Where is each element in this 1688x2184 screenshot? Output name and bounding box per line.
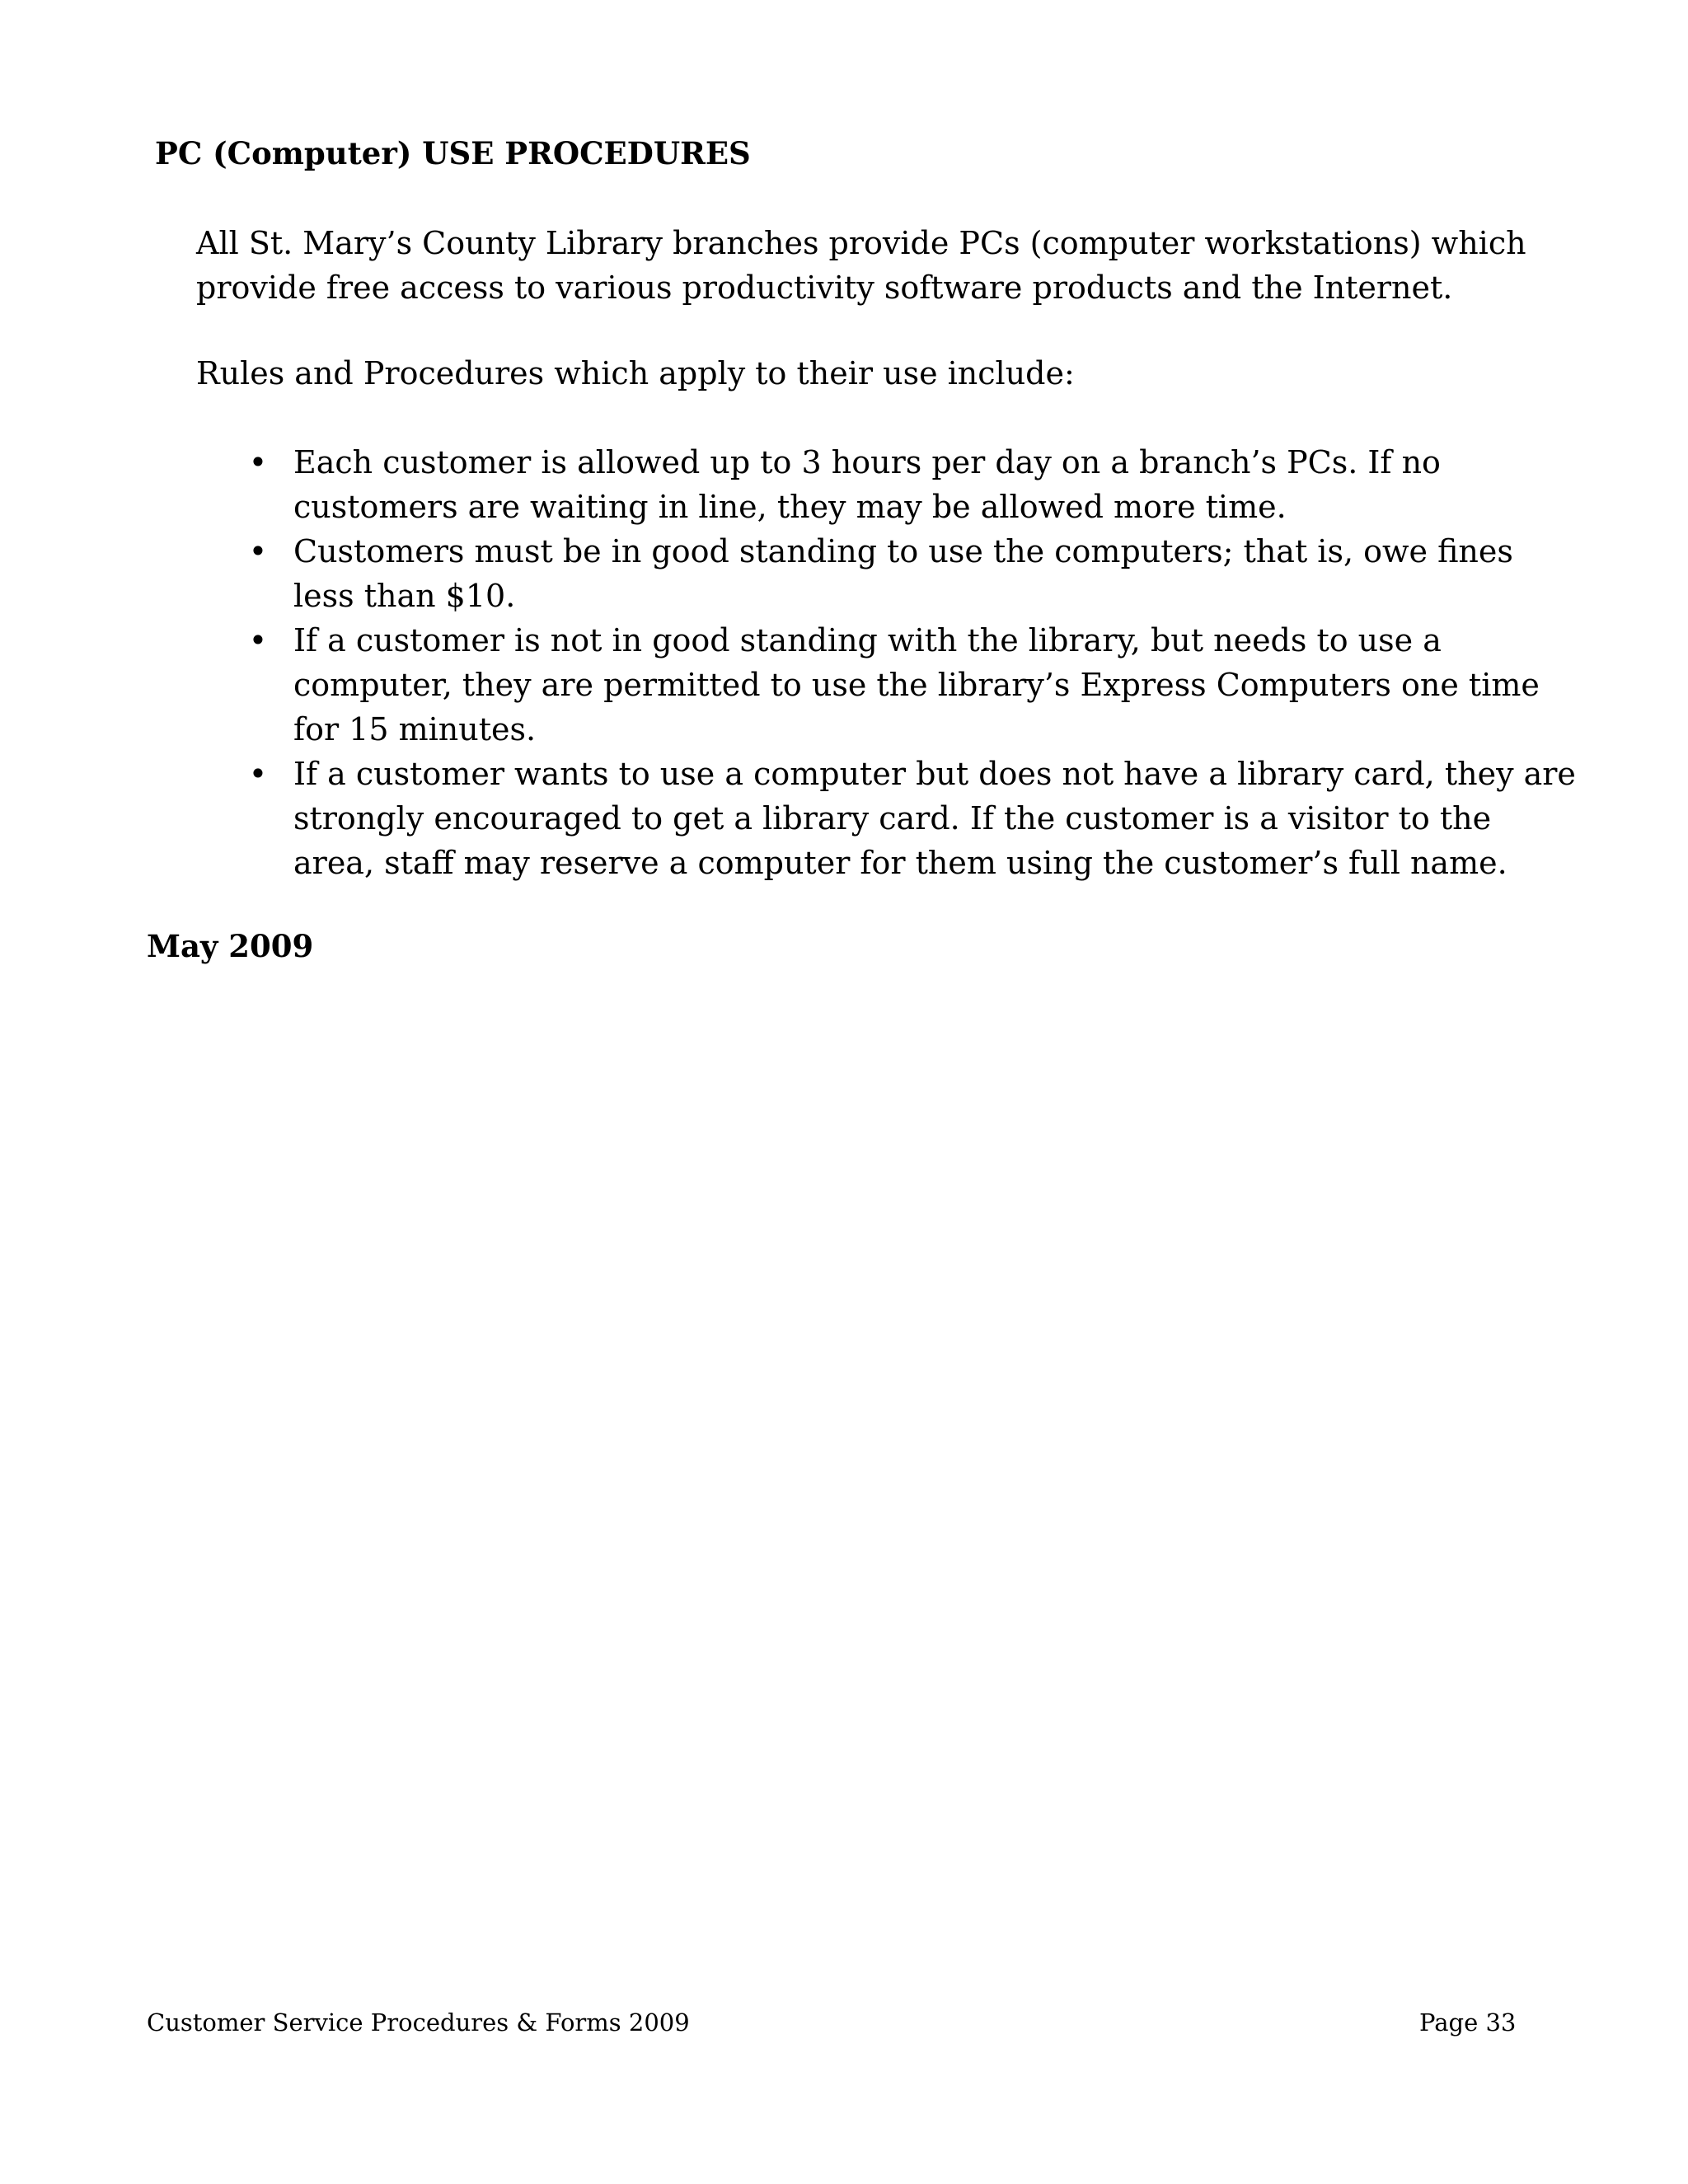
rule-text-3: If a customer is not in good standing with the library, but needs to use a computer, they are permitted to use the library’s Express Computers one time for 15 minutes. [293, 622, 1540, 748]
bullet-icon: • [248, 622, 268, 658]
rule-item-3 [246, 618, 1581, 752]
intro-paragraph: All St. Mary’s County Library branches provide PCs (computer workstations) which provide free access to various productivity software products and the Internet. [196, 225, 1526, 306]
rule-text-2: Customers must be in good standing to use the computers; that is, owe fines less than $10. [293, 533, 1513, 614]
footer-document-title: Customer Service Procedures & Forms 2009 [147, 2008, 690, 2036]
rules-list [246, 440, 1581, 885]
rules-lead-text: Rules and Procedures which apply to their use include: [196, 355, 1075, 391]
bullet-icon: • [248, 444, 268, 480]
bullet-icon: • [248, 756, 268, 792]
bullet-icon: • [248, 533, 268, 569]
page-title: PC (Computer) USE PROCEDURES [155, 135, 751, 171]
document-date: May 2009 [147, 928, 314, 964]
rule-text-1: Each customer is allowed up to 3 hours per day on a branch’s PCs. If no customers are waiting in line, they may be allowed more time. [293, 444, 1441, 525]
rule-item-2 [246, 529, 1581, 618]
rule-item-4 [246, 752, 1581, 885]
rule-item-1 [246, 440, 1581, 529]
rule-text-4: If a customer wants to use a computer but does not have a library card, they are strongly encouraged to get a library card. If the customer is a visitor to the area, staff may reserve a computer for them using the customer’s full name. [293, 756, 1576, 881]
footer-page-number: Page 33 [1419, 2008, 1517, 2036]
